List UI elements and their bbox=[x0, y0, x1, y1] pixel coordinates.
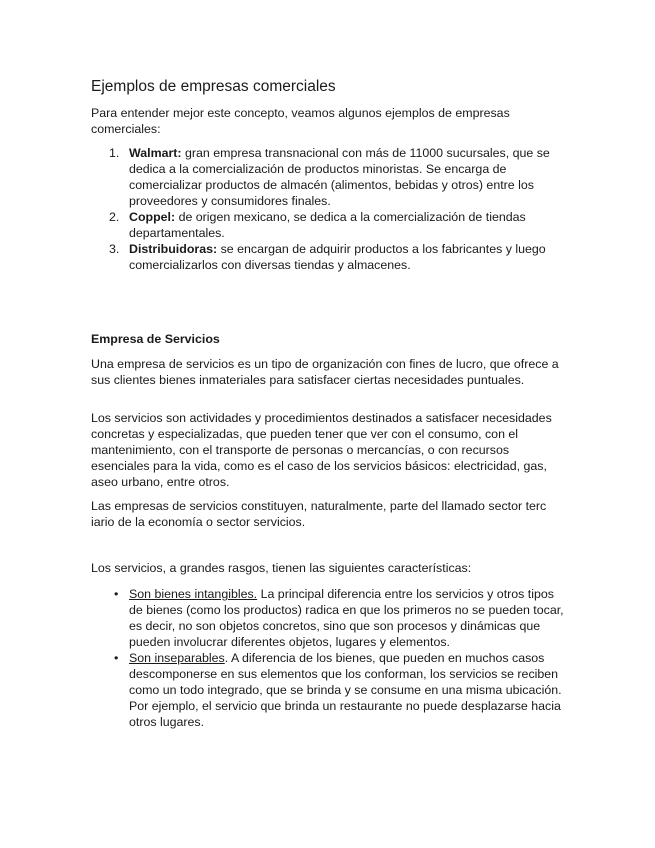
list-item bbox=[91, 209, 571, 241]
document-content bbox=[91, 78, 571, 730]
paragraph-sector: Las empresas de servicios constituyen, naturalmente, parte del llamado sector terc iario de la economía o sector servicios. bbox=[91, 499, 547, 529]
list-item bbox=[91, 586, 571, 650]
list-item bbox=[91, 145, 571, 209]
list-number: 3. bbox=[109, 242, 120, 256]
section-title-servicios: Empresa de Servicios bbox=[91, 332, 220, 346]
section-title-comerciales: Ejemplos de empresas comerciales bbox=[91, 78, 336, 95]
item-name: Distribuidoras: bbox=[129, 242, 218, 256]
bullet-icon: • bbox=[114, 651, 119, 665]
trait-term: Son inseparables bbox=[129, 651, 225, 665]
item-name: Walmart: bbox=[129, 146, 182, 160]
trait-text: . A diferencia de los bienes, que pueden en muchos casos descomponerse en sus elementos que los conforman, los servicios se reciben como un todo integrado, que se brinda y se consume en una misma ubicación. Por ejemplo, el servicio que brinda un restaurante no puede desplazarse hacia otros lugares. bbox=[129, 651, 562, 729]
paragraph-characteristics: Los servicios, a grandes rasgos, tienen las siguientes características: bbox=[91, 561, 472, 575]
item-name: Coppel: bbox=[129, 210, 176, 224]
item-text: se encargan de adquirir productos a los fabricantes y luego comercializarlos con diversas tiendas y almacenes. bbox=[129, 242, 546, 272]
examples-list bbox=[91, 145, 571, 273]
traits-list bbox=[91, 586, 571, 730]
list-item bbox=[91, 241, 571, 273]
list-number: 1. bbox=[109, 146, 120, 160]
item-text: de origen mexicano, se dedica a la comercialización de tiendas departamentales. bbox=[129, 210, 526, 240]
trait-term: Son bienes intangibles. bbox=[129, 587, 258, 601]
trait-text: La principal diferencia entre los servicios y otros tipos de bienes (como los productos) radica en que los primeros no se pueden tocar, es decir, no son objetos concretos, sino que son procesos y dinámicas que pueden involucrar diferentes objetos, lugares y elementos. bbox=[129, 587, 564, 649]
paragraph-services: Los servicios son actividades y procedimientos destinados a satisfacer necesidades concretas y especializadas, que pueden tener que ver con el consumo, con el mantenimiento, con el transporte de personas o mercancías, o con recursos esenciales para la vida, como es el caso de los servicios básicos: electricidad, gas, aseo urbano, entre otros. bbox=[91, 411, 552, 489]
intro-paragraph: Para entender mejor este concepto, veamos algunos ejemplos de empresas comerciales: bbox=[91, 106, 510, 136]
list-item bbox=[91, 650, 571, 730]
item-text: gran empresa transnacional con más de 11000 sucursales, que se dedica a la comercialización de productos minoristas. Se encarga de comercializar productos de almacén (alimentos, bebidas y otros) entre los proveedores y consumidores finales. bbox=[129, 146, 550, 208]
paragraph-definition: Una empresa de servicios es un tipo de organización con fines de lucro, que ofrece a sus clientes bienes inmateriales para satisfacer ciertas necesidades puntuales. bbox=[91, 357, 559, 387]
list-number: 2. bbox=[109, 210, 120, 224]
bullet-icon: • bbox=[114, 587, 119, 601]
